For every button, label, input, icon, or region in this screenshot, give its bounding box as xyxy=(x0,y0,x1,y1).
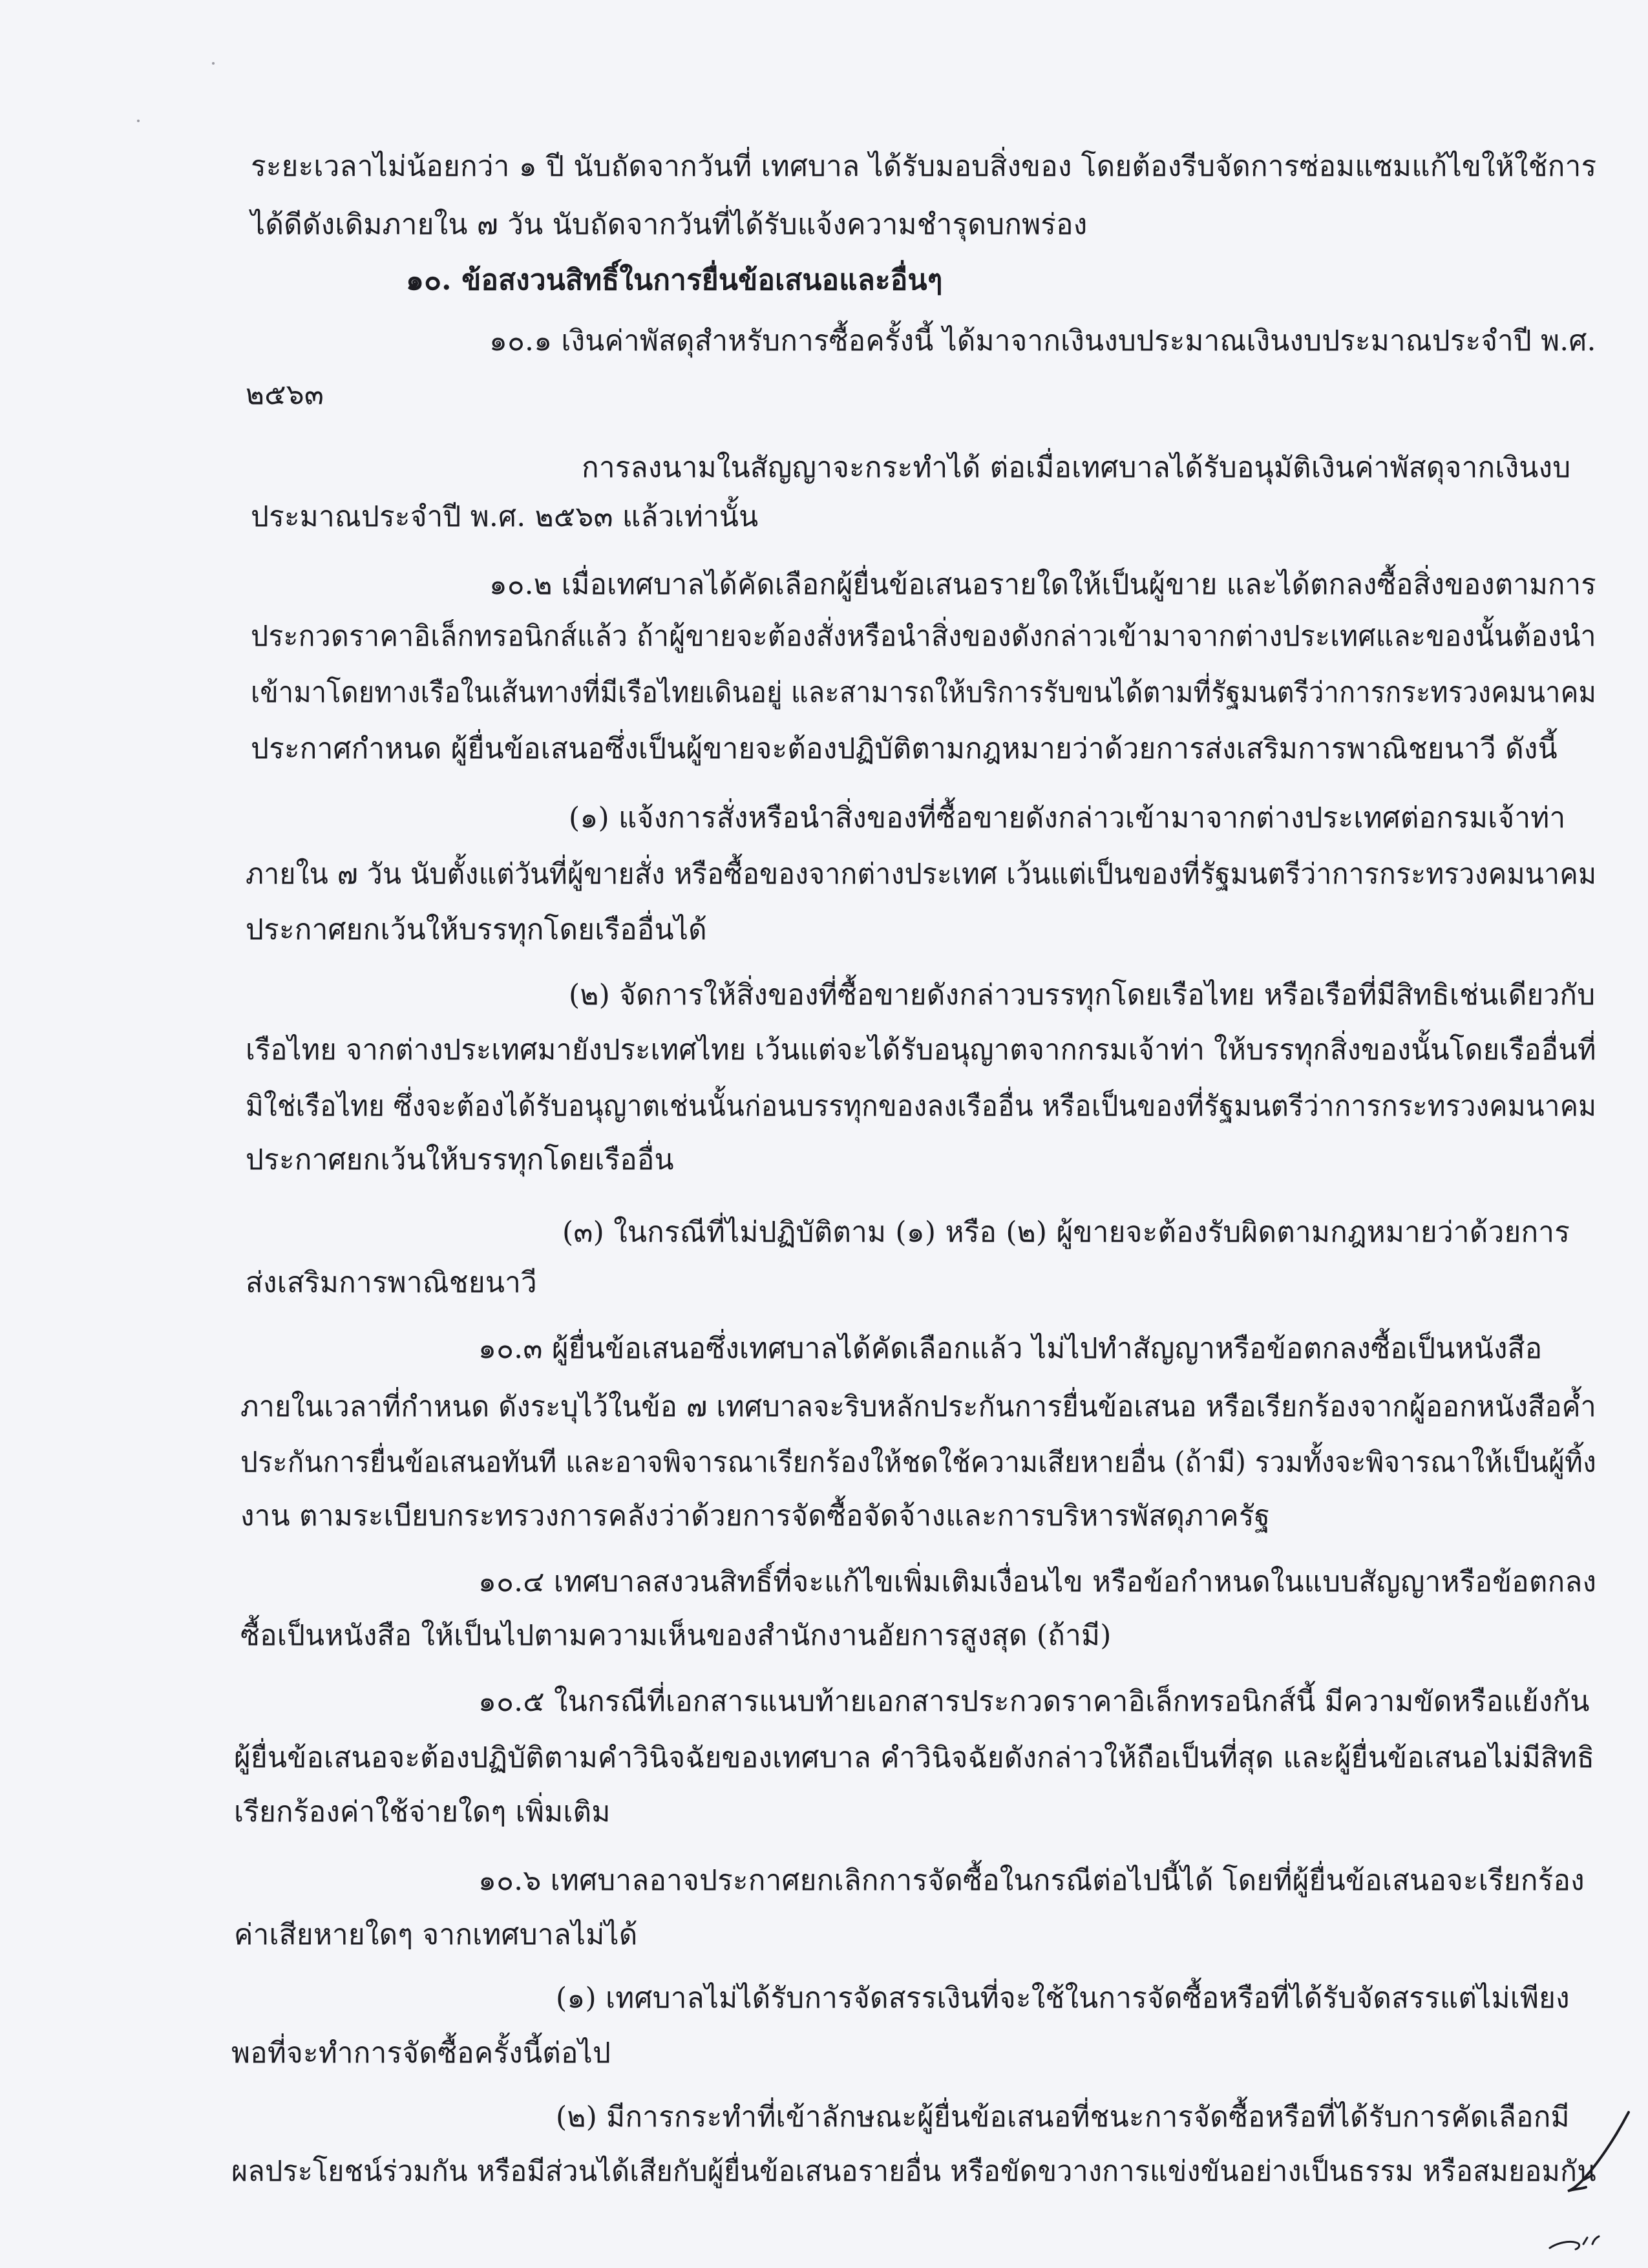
text-line: ๑๐.๒ เมื่อเทศบาลได้คัดเลือกผู้ยื่นข้อเสนอรายใดให้เป็นผู้ขาย และได้ตกลงซื้อสิ่งของตามการ xyxy=(489,568,1596,601)
text-line: ค่าเสียหายใดๆ จากเทศบาลไม่ได้ xyxy=(234,1918,638,1951)
text-line: เรียกร้องค่าใช้จ่ายใดๆ เพิ่มเติม xyxy=(234,1796,611,1828)
text-line: ๑๐.๑ เงินค่าพัสดุสำหรับการซื้อครั้งนี้ ได้มาจากเงินงบประมาณเงินงบประมาณประจำปี พ.ศ. xyxy=(489,324,1596,357)
text-line: ประกาศกำหนด ผู้ยื่นข้อเสนอซึ่งเป็นผู้ขายจะต้องปฏิบัติตามกฎหมายว่าด้วยการส่งเสริมการพาณิชยนาวี ดังนี้ xyxy=(251,732,1558,765)
text-line: ผลประโยชน์ร่วมกัน หรือมีส่วนได้เสียกับผู้ยื่นข้อเสนอรายอื่น หรือขัดขวางการแข่งขันอย่างเป็นธรรม หรือสมยอมกัน xyxy=(231,2155,1596,2188)
text-line: (๑) แจ้งการสั่งหรือนำสิ่งของที่ซื้อขายดังกล่าวเข้ามาจากต่างประเทศต่อกรมเจ้าท่า xyxy=(569,801,1566,834)
text-line: ผู้ยื่นข้อเสนอจะต้องปฏิบัติตามคำวินิจฉัยของเทศบาล คำวินิจฉัยดังกล่าวให้ถือเป็นที่สุด และผู้ยื่นข้อเสนอไม่มีสิทธิ xyxy=(234,1741,1595,1774)
text-line: ๑๐.๔ เทศบาลสงวนสิทธิ์ที่จะแก้ไขเพิ่มเติมเงื่อนไข หรือข้อกำหนดในแบบสัญญาหรือข้อตกลง xyxy=(478,1565,1597,1598)
scan-speck xyxy=(212,62,215,65)
text-line: (๓) ในกรณีที่ไม่ปฏิบัติตาม (๑) หรือ (๒) ผู้ขายจะต้องรับผิดตามกฎหมายว่าด้วยการ xyxy=(562,1216,1570,1249)
text-line: ภายใน ๗ วัน นับตั้งแต่วันที่ผู้ขายสั่ง หรือซื้อของจากต่างประเทศ เว้นแต่เป็นของที่รัฐมนตรีว่าการกระทรวงคมนาคม xyxy=(246,858,1597,891)
text-line: ๑๐.๕ ในกรณีที่เอกสารแนบท้ายเอกสารประกวดราคาอิเล็กทรอนิกส์นี้ มีความขัดหรือแย้งกัน xyxy=(478,1685,1590,1718)
signature-mark xyxy=(1538,2094,1635,2268)
text-line: พอที่จะทำการจัดซื้อครั้งนี้ต่อไป xyxy=(231,2037,611,2070)
text-line: ๑๐.๖ เทศบาลอาจประกาศยกเลิกการจัดซื้อในกรณีต่อไปนี้ได้ โดยที่ผู้ยื่นข้อเสนอจะเรียกร้อง xyxy=(478,1864,1585,1897)
text-line: ส่งเสริมการพาณิชยนาวี xyxy=(246,1266,537,1299)
scan-speck xyxy=(137,120,140,122)
text-line: ๑๐.๓ ผู้ยื่นข้อเสนอซึ่งเทศบาลได้คัดเลือกแล้ว ไม่ไปทำสัญญาหรือข้อตกลงซื้อเป็นหนังสือ xyxy=(478,1332,1543,1365)
text-line: งาน ตามระเบียบกระทรวงการคลังว่าด้วยการจัดซื้อจัดจ้างและการบริหารพัสดุภาครัฐ xyxy=(240,1500,1271,1532)
text-line: ๒๕๖๓ xyxy=(246,378,324,411)
text-line: (๑) เทศบาลไม่ได้รับการจัดสรรเงินที่จะใช้ในการจัดซื้อหรือที่ได้รับจัดสรรแต่ไม่เพียง xyxy=(556,1982,1570,2015)
text-line: ภายในเวลาที่กำหนด ดังระบุไว้ในข้อ ๗ เทศบาลจะริบหลักประกันการยื่นข้อเสนอ หรือเรียกร้องจากผู้ออกหนังสือค้ำ xyxy=(240,1390,1596,1423)
text-line: (๒) มีการกระทำที่เข้าลักษณะผู้ยื่นข้อเสนอที่ชนะการจัดซื้อหรือที่ได้รับการคัดเลือกมี xyxy=(556,2101,1570,2134)
text-line: ประกาศยกเว้นให้บรรทุกโดยเรืออื่น xyxy=(246,1143,674,1176)
text-line: ประกาศยกเว้นให้บรรทุกโดยเรืออื่นได้ xyxy=(246,913,707,946)
text-line: เข้ามาโดยทางเรือในเส้นทางที่มีเรือไทยเดินอยู่ และสามารถให้บริการรับขนได้ตามที่รัฐมนตรีว่าการกระทรวงคมนาคม xyxy=(251,676,1596,709)
text-line: ซื้อเป็นหนังสือ ให้เป็นไปตามความเห็นของสำนักงานอัยการสูงสุด (ถ้ามี) xyxy=(240,1619,1112,1652)
text-line: ระยะเวลาไม่น้อยกว่า ๑ ปี นับถัดจากวันที่ เทศบาล ได้รับมอบสิ่งของ โดยต้องรีบจัดการซ่อมแซมแก้ไขให้ใช้การ xyxy=(251,150,1597,183)
text-line: ประกวดราคาอิเล็กทรอนิกส์แล้ว ถ้าผู้ขายจะต้องสั่งหรือนำสิ่งของดังกล่าวเข้ามาจากต่างประเทศและของนั้นต้องนำ xyxy=(251,620,1596,653)
text-line: ประกันการยื่นข้อเสนอทันที และอาจพิจารณาเรียกร้องให้ชดใช้ความเสียหายอื่น (ถ้ามี) รวมทั้งจะพิจารณาให้เป็นผู้ทิ้ง xyxy=(240,1446,1596,1479)
text-line: เรือไทย จากต่างประเทศมายังประเทศไทย เว้นแต่จะได้รับอนุญาตจากกรมเจ้าท่า ให้บรรทุกสิ่งของนั้นโดยเรืออื่นที่ xyxy=(246,1033,1596,1066)
text-line: การลงนามในสัญญาจะกระทำได้ ต่อเมื่อเทศบาลได้รับอนุมัติเงินค่าพัสดุจากเงินงบ xyxy=(582,451,1571,484)
text-line: (๒) จัดการให้สิ่งของที่ซื้อขายดังกล่าวบรรทุกโดยเรือไทย หรือเรือที่มีสิทธิเช่นเดียวกับ xyxy=(569,979,1596,1012)
section-heading: ๑๐. ข้อสงวนสิทธิ์ในการยื่นข้อเสนอและอื่นๆ xyxy=(406,264,943,297)
text-line: ประมาณประจำปี พ.ศ. ๒๕๖๓ แล้วเท่านั้น xyxy=(251,500,759,533)
text-line: มิใช่เรือไทย ซึ่งจะต้องได้รับอนุญาตเช่นนั้นก่อนบรรทุกของลงเรืออื่น หรือเป็นของที่รัฐมนตรีว่าการกระทรวงคมนาคม xyxy=(246,1090,1597,1123)
text-line: ได้ดีดังเดิมภายใน ๗ วัน นับถัดจากวันที่ได้รับแจ้งความชำรุดบกพร่อง xyxy=(251,208,1088,241)
